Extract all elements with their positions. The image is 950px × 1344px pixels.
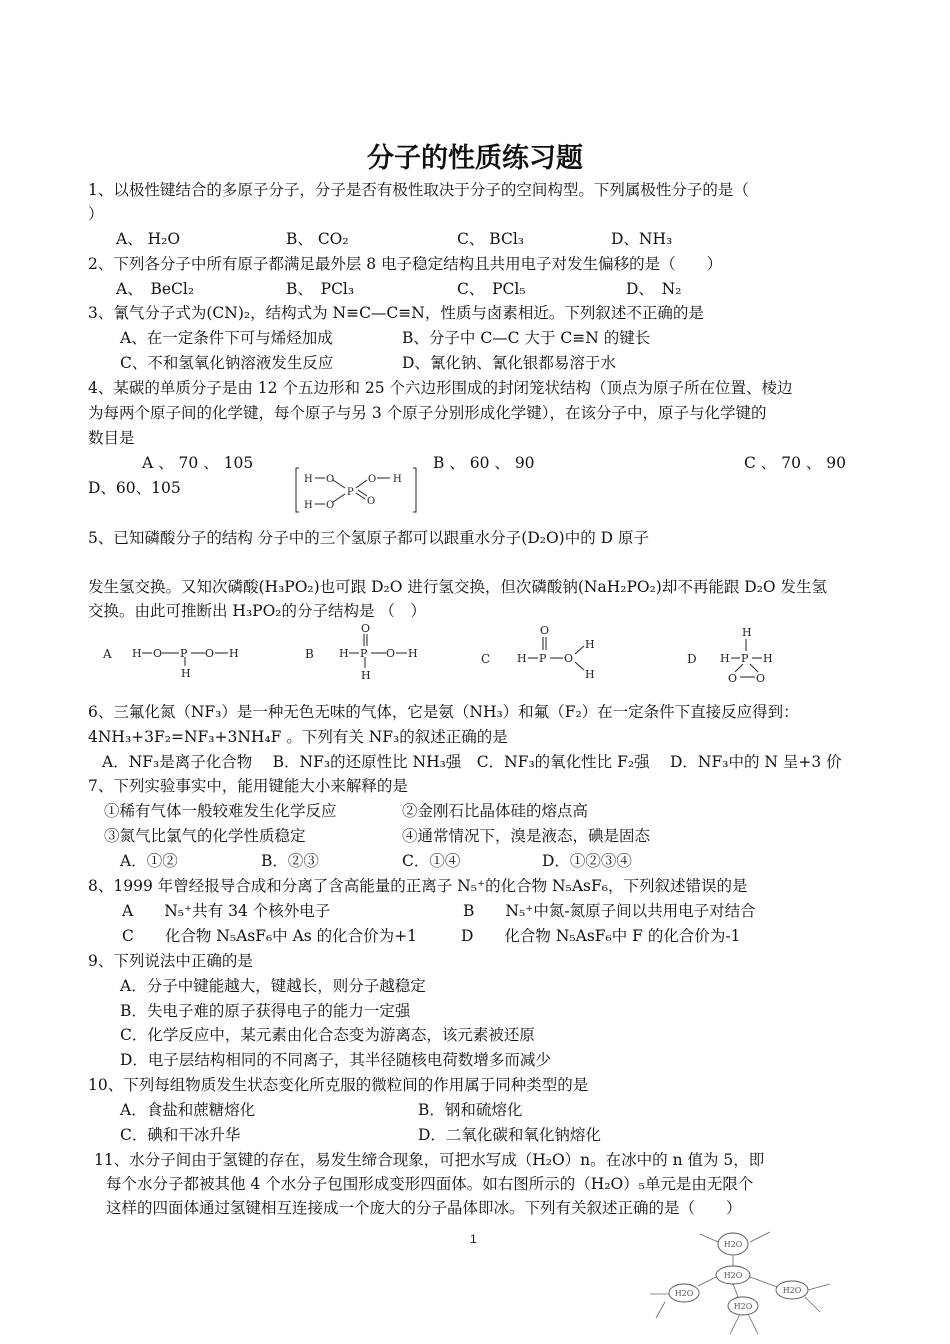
svg-text:P: P xyxy=(539,652,547,665)
q1-option-c: C、 BCl₃ xyxy=(457,230,524,248)
q7-statement-4: ④通常情况下，溴是液态，碘是固态 xyxy=(402,827,651,845)
q1-stem-end: ） xyxy=(88,205,104,223)
q10-option-b: B．钢和硫熔化 xyxy=(418,1101,523,1119)
svg-text:O: O xyxy=(326,500,335,511)
q3-stem: 3、氰气分子式为(CN)₂，结构式为 N≡C—C≡N，性质与卤素相近。下列叙述不正确的是 xyxy=(88,304,704,322)
q6-options: A．NF₃是离子化合物 B．NF₃的还原性比 NH₃强 C．NF₃的氧化性比 F₂强 D．NF₃中的 N 呈+3 价 xyxy=(102,753,842,771)
phosphoric-acid-structure xyxy=(295,466,420,514)
q4-option-a: A 、 70 、 105 xyxy=(142,454,254,472)
q9-option-c: C．化学反应中，某元素由化合态变为游离态，该元素被还原 xyxy=(120,1026,535,1044)
svg-text:O: O xyxy=(368,474,377,485)
svg-text:H: H xyxy=(720,652,730,665)
water-label: H2O xyxy=(782,1286,802,1295)
svg-text:O: O xyxy=(540,624,550,637)
q10-stem: 10、下列每组物质发生状态变化所克服的微粒间的作用属于同种类型的是 xyxy=(88,1076,589,1094)
svg-text:H: H xyxy=(304,474,313,485)
svg-text:P: P xyxy=(741,652,749,665)
svg-text:P: P xyxy=(180,647,188,660)
page-number: 1 xyxy=(470,1232,477,1246)
water-label: H2O xyxy=(733,1302,753,1311)
water-pentamer-diagram xyxy=(640,1222,840,1342)
svg-text:O: O xyxy=(564,652,574,665)
q8-option-d: D 化合物 N₅AsF₆中 F 的化合价为-1 xyxy=(461,927,741,945)
q5-label-d: D xyxy=(687,652,697,666)
q9-stem: 9、下列说法中正确的是 xyxy=(88,952,253,970)
q8-option-b: B N₅⁺中氮-氮原子间以共用电子对结合 xyxy=(463,902,756,920)
q5-line-1: 5、已知磷酸分子的结构 分子中的三个氢原子都可以跟重水分子(D₂O)中的 D 原子 xyxy=(88,529,650,547)
q5-label-a: A xyxy=(103,647,112,661)
q9-option-d: D．电子层结构相同的不同离子，其半径随核电荷数增多而减少 xyxy=(120,1051,551,1069)
q11-line-3: 这样的四面体通过氢键相互连接成一个庞大的分子晶体即冰。下列有关叙述正确的是（ ） xyxy=(106,1199,742,1217)
svg-text:O: O xyxy=(756,672,766,685)
q7-stem: 7、下列实验事实中，能用键能大小来解释的是 xyxy=(88,777,408,795)
q2-stem: 2、下列各分子中所有原子都满足最外层 8 电子稳定结构且共用电子对发生偏移的是（ ） xyxy=(88,255,723,273)
q3-option-c: C、不和氢氧化钠溶液发生反应 xyxy=(120,354,334,372)
page-title: 分子的性质练习题 xyxy=(367,143,583,174)
q2-option-b: B、 PCl₃ xyxy=(286,280,355,298)
q5-label-c: C xyxy=(481,652,491,666)
q5-line-2: 发生氢交换。又知次磷酸(H₃PO₂)也可跟 D₂O 进行氢交换，但次磷酸钠(NaH₂PO₂)却不再能跟 D₂O 发生氢 xyxy=(88,578,828,596)
q7-option-d: D．①②③④ xyxy=(542,852,632,870)
q6-line-2: 4NH₃+3F₂=NF₃+3NH₄F 。下列有关 NF₃的叙述正确的是 xyxy=(88,728,508,746)
svg-text:O: O xyxy=(205,647,215,660)
q2-option-a: A、 BeCl₂ xyxy=(116,280,195,298)
q7-statement-2: ②金刚石比晶体硅的熔点高 xyxy=(402,802,589,820)
svg-text:H: H xyxy=(585,638,595,651)
svg-text:P: P xyxy=(347,487,354,498)
water-label: H2O xyxy=(674,1289,694,1298)
q4-line-1: 4、某碳的单质分子是由 12 个五边形和 25 个六边形围成的封闭笼状结构（顶点为原子所在位置、棱边 xyxy=(88,379,793,397)
svg-text:H: H xyxy=(517,652,527,665)
q5-label-b: B xyxy=(305,647,314,661)
q8-stem: 8、1999 年曾经报导合成和分离了含高能量的正离子 N₅⁺的化合物 N₅AsF₆，下列叙述错误的是 xyxy=(88,877,748,895)
svg-text:O: O xyxy=(153,647,163,660)
q7-option-a: A．①② xyxy=(120,852,178,870)
svg-text:O: O xyxy=(361,622,371,635)
water-label: H2O xyxy=(723,1240,743,1249)
svg-text:H: H xyxy=(132,647,142,660)
water-label: H2O xyxy=(723,1271,743,1280)
svg-text:H: H xyxy=(181,667,191,680)
q10-option-a: A．食盐和蔗糖熔化 xyxy=(120,1101,256,1119)
svg-text:O: O xyxy=(386,647,396,660)
q8-option-c: C 化合物 N₅AsF₆中 As 的化合价为+1 xyxy=(122,927,418,945)
q4-option-d: D、60、105 xyxy=(88,479,181,497)
q2-option-d: D、 N₂ xyxy=(626,280,682,298)
q4-line-2: 为每两个原子间的化学键，每个原子与另 3 个原子分别形成化学键），在该分子中，原子与化学键的 xyxy=(88,404,767,422)
q9-option-a: A．分子中键能越大，键越长，则分子越稳定 xyxy=(120,977,426,995)
q11-line-1: 11、水分子间由于氢键的存在，易发生缔合现象，可把水写成（H₂O）n。在冰中的 n 值为 5，即 xyxy=(94,1151,765,1169)
svg-text:O: O xyxy=(326,474,335,485)
svg-text:H: H xyxy=(304,500,313,511)
q1-option-b: B、 CO₂ xyxy=(286,230,349,248)
svg-text:H: H xyxy=(339,647,349,660)
q2-option-c: C、 PCl₅ xyxy=(457,280,526,298)
q4-option-b: B 、 60 、 90 xyxy=(433,454,535,472)
q1-option-d: D、NH₃ xyxy=(611,230,673,248)
svg-text:H: H xyxy=(393,474,402,485)
svg-text:H: H xyxy=(585,668,595,681)
svg-text:H: H xyxy=(408,647,418,660)
svg-text:H: H xyxy=(742,626,752,639)
q4-line-3: 数目是 xyxy=(88,429,135,447)
q4-option-c: C 、 70 、 90 xyxy=(744,454,847,472)
q10-option-c: C．碘和干冰升华 xyxy=(120,1126,241,1144)
q3-option-a: A、在一定条件下可与烯烃加成 xyxy=(120,329,333,347)
q9-option-b: B．失电子难的原子获得电子的能力一定强 xyxy=(120,1002,411,1020)
q5-structure-options xyxy=(95,620,795,686)
q1-option-a: A、 H₂O xyxy=(116,230,181,248)
q3-option-b: B、分子中 C—C 大于 C≡N 的键长 xyxy=(402,329,651,347)
q7-option-c: C．①④ xyxy=(402,852,461,870)
svg-text:H: H xyxy=(361,669,371,682)
svg-text:P: P xyxy=(360,647,368,660)
q1-stem: 1、以极性键结合的多原子分子，分子是否有极性取决于分子的空间构型。下列属极性分子的是（ xyxy=(88,181,749,199)
q11-line-2: 每个水分子都被其他 4 个水分子包围形成变形四面体。如右图所示的（H₂O）₅单元是由无限个 xyxy=(106,1175,754,1193)
svg-text:H: H xyxy=(763,652,773,665)
q7-statement-1: ①稀有气体一般较难发生化学反应 xyxy=(104,802,337,820)
q8-option-a: A N₅⁺共有 34 个核外电子 xyxy=(122,902,331,920)
svg-text:O: O xyxy=(728,672,738,685)
q10-option-d: D．二氧化碳和氧化钠熔化 xyxy=(418,1126,601,1144)
q6-line-1: 6、三氟化氮（NF₃）是一种无色无味的气体，它是氨（NH₃）和氟（F₂）在一定条件下直接反应得到： xyxy=(88,703,799,721)
q5-line-3: 交换。由此可推断出 H₃PO₂的分子结构是 （ ） xyxy=(88,602,426,620)
svg-text:H: H xyxy=(229,647,239,660)
svg-text:O: O xyxy=(367,496,376,507)
q7-option-b: B．②③ xyxy=(261,852,319,870)
q3-option-d: D、氰化钠、氰化银都易溶于水 xyxy=(402,354,616,372)
q7-statement-3: ③氮气比氯气的化学性质稳定 xyxy=(104,827,306,845)
